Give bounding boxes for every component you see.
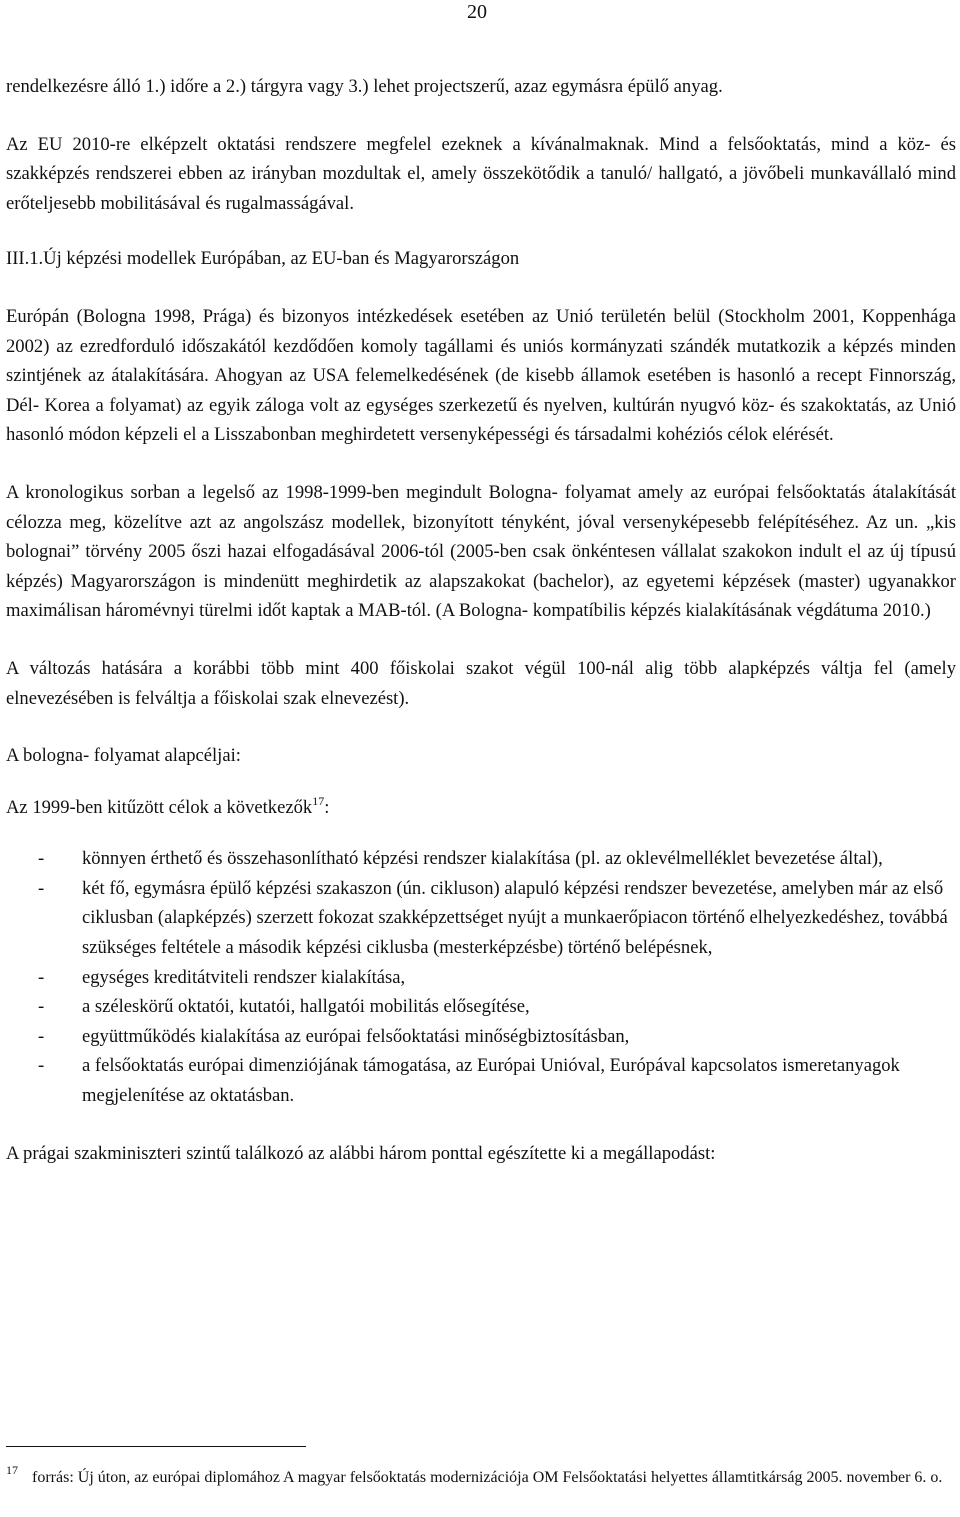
footnote-reference[interactable]: 17	[312, 793, 325, 808]
list-item	[6, 1051, 956, 1110]
paragraph-intro: rendelkezésre álló 1.) időre a 2.) tárgyra vagy 3.) lehet projectszerű, azaz egymásra épülő anyag.	[6, 76, 723, 97]
paragraph-bologna-goals: A bologna- folyamat alapcéljai:	[6, 745, 241, 767]
goals-text: Az 1999-ben kitűzött célok a következők	[6, 796, 313, 818]
list-dash: -	[38, 966, 45, 988]
list-dash: -	[38, 848, 45, 870]
list-dash: -	[38, 996, 45, 1018]
goals-colon: :	[324, 796, 330, 818]
footnote-divider	[6, 1446, 306, 1447]
list-item	[6, 963, 956, 993]
list-item-text: egységes kreditátviteli rendszer kialakítása,	[82, 966, 406, 988]
list-item	[6, 1022, 956, 1052]
paragraph-europe: Európán (Bologna 1998, Prága) és bizonyos intézkedések esetében az Unió területén belül (Stockholm 2001, Koppenhága 2002) az ezredforduló időszakától kezdődően komoly tagállami és uniós kormányzati szándék mutatkozik a képzés minden szintjének az átalakítására. Ahogyan az USA felemelkedésének (de kisebb államok esetében is hasonló a recept Finnország, Dél- Korea a folyamat) az egyik záloga volt az egységes szerkezetű és nyelven, kultúrán nyugvó köz- és szakoktatás, az Unió hasonló módon képzeli el a Lisszabonban meghirdetett versenyképességi és társadalmi kohéziós célok elérését.	[6, 305, 956, 446]
paragraph-eu-2010: Az EU 2010-re elképzelt oktatási rendszere megfelel ezeknek a kívánalmaknak. Mind a felsőoktatás, mind a köz- és szakképzés rendszerei ebben az irányban mozdultak el, amely összekötődik a tanuló/ hallgató, a jövőbeli munkavállaló mind erőteljesebb mobilitásával és rugalmasságával.	[6, 133, 956, 214]
paragraph-chronology: A kronologikus sorban a legelső az 1998-1999-ben megindult Bologna- folyamat amely az európai felsőoktatás átalakítását célozza meg, közelítve azt az angolszász modellek, bizonyított tényként, jóval versenyképesebb felépítéséhez. Az un. „kis bolognai” törvény 2005 őszi hazai elfogadásával 2006-tól (2005-ben csak önkéntesen vállalat szakokon indult el az új típusú képzés) Magyarországon is mindenütt meghirdetik az alapszakokat (bachelor), az egyetemi képzések (master) ugyanakkor maximálisan háromévnyi türelmi időt kaptak a MAB-tól. (A Bologna- kompatíbilis képzés kialakításának végdátuma 2010.)	[6, 481, 956, 622]
list-dash: -	[38, 877, 45, 899]
document-body	[6, 72, 956, 1168]
list-item-text: a felsőoktatás európai dimenziójának támogatása, az Európai Unióval, Európával kapcsolatos ismeretanyagok megjelenítése az oktatásban.	[82, 1055, 900, 1107]
section-heading: III.1.Új képzési modellek Európában, az EU-ban és Magyarországon	[6, 248, 520, 270]
page-number: 20	[467, 1, 487, 23]
paragraph-change: A változás hatására a korábbi több mint 400 főiskolai szakot végül 100-nál alig több alapképzés váltja fel (amely elnevezésében is felváltja a főiskolai szak elnevezést).	[6, 657, 956, 709]
list-item-text: könnyen érthető és összehasonlítható képzési rendszer kialakítása (pl. az oklevélmelléklet bevezetése által),	[82, 848, 883, 870]
list-item	[6, 844, 956, 874]
list-item	[6, 992, 956, 1022]
paragraph-1999-goals	[6, 793, 956, 823]
list-item	[6, 874, 956, 963]
list-dash: -	[38, 1025, 45, 1047]
paragraph-prague: A prágai szakminiszteri szintű találkozó az alábbi három ponttal egészítette ki a megállapodást:	[6, 1142, 716, 1164]
footnote	[6, 1456, 956, 1492]
footnote-text: forrás: Új úton, az európai diplomához A magyar felsőoktatás modernizációja OM Felsőoktatási helyettes államtitkárság 2005. november 6. o.	[32, 1469, 943, 1486]
list-item-text: együttműködés kialakítása az európai felsőoktatási minőségbiztosításban,	[82, 1025, 630, 1047]
list-item-text: a széleskörű oktatói, kutatói, hallgatói mobilitás elősegítése,	[82, 996, 530, 1018]
list-item-text: két fő, egymásra épülő képzési szakaszon (ún. cikluson) alapuló képzési rendszer bevezetése, amelyben már az első ciklusban (alapképzés) szerzett fokozat szakképzettséget nyújt a munkaerőpiacon történő elhelyezkedéshez, továbbá szükséges feltétele a második képzési ciklusba (mesterképzésbe) történő belépésnek,	[82, 877, 948, 959]
footnote-mark: 17	[6, 1463, 18, 1477]
list-dash: -	[38, 1055, 45, 1077]
goals-list	[6, 844, 956, 1110]
